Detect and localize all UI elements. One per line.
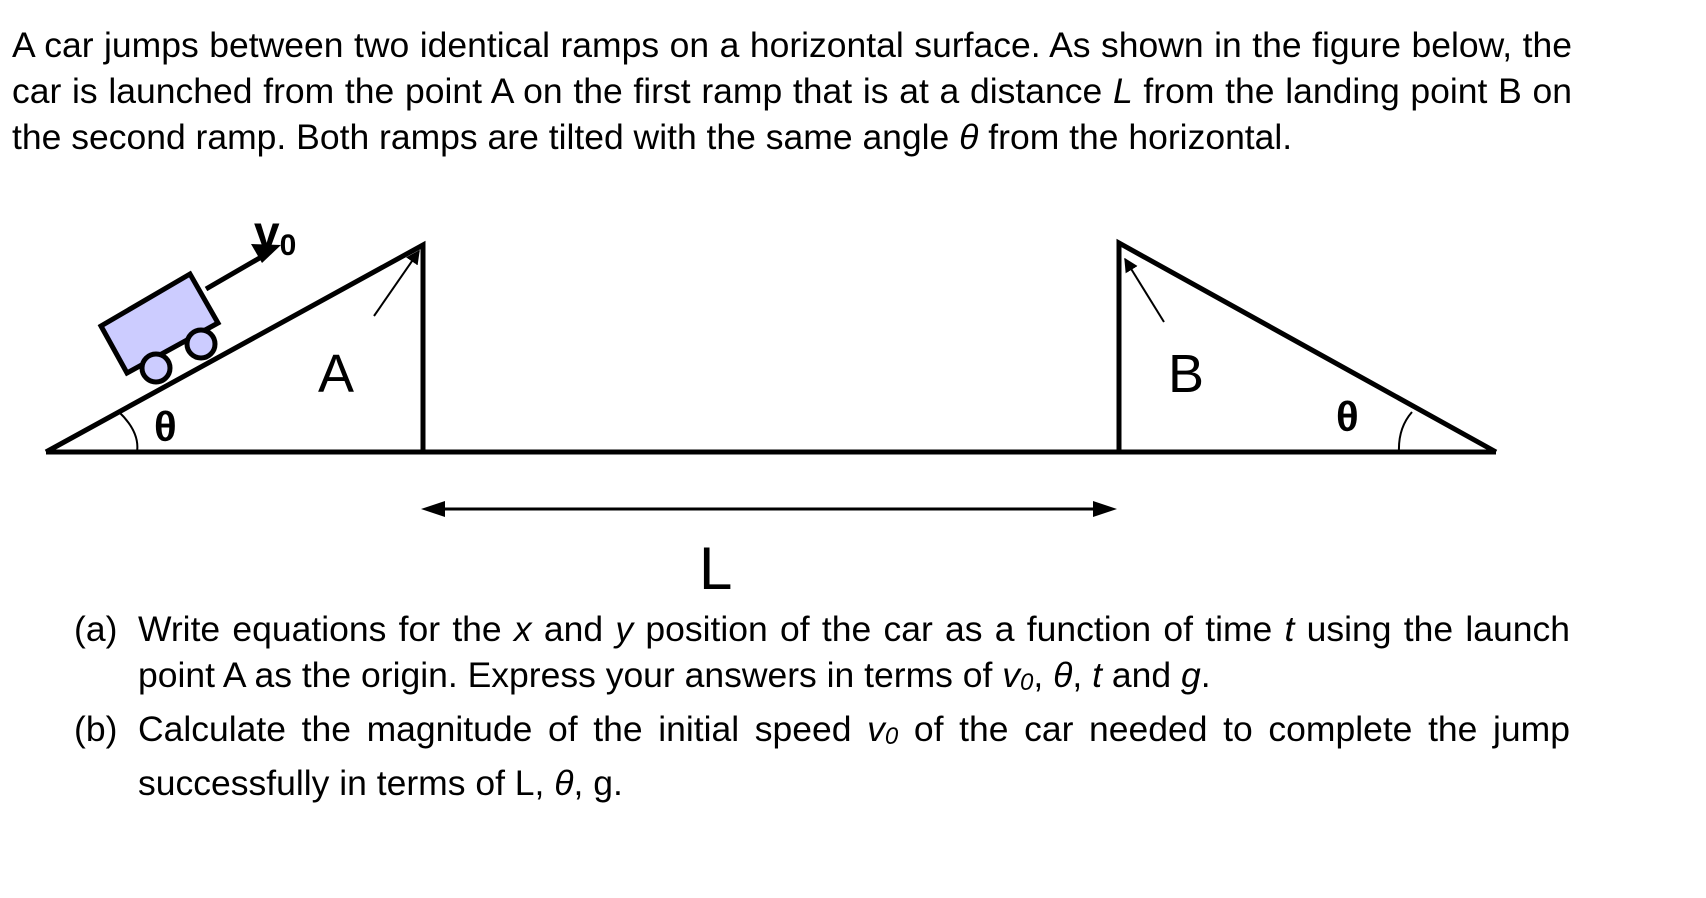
angle-left-label: θ (154, 403, 177, 450)
question-list (74, 606, 1570, 806)
angle-variable: θ (959, 117, 979, 157)
intro-text-1: A car jumps between two identical ramps on a horizontal surface. As shown in the figure below, the car is launched from the point A on the first ramp that is at a distance (12, 25, 1572, 111)
distance-arrowhead-right (1093, 501, 1117, 517)
question-a-text: Write equations for the x and y position of the car as a function of time t using the launch point A as the origin. Express your answers in terms of v0, θ, t and g. (138, 609, 1570, 696)
point-b-label: B (1168, 344, 1205, 404)
car-wheel-front (187, 330, 215, 358)
question-b (74, 706, 1570, 806)
angle-arc-right (1399, 412, 1412, 452)
question-a (74, 606, 1570, 706)
intro-text-2: from the landing point B on the second ramp. Both ramps are tilted with the same angle (12, 71, 1572, 157)
distance-label: L (699, 535, 733, 602)
velocity-label: v0 (254, 206, 297, 262)
angle-arc-left (119, 412, 137, 452)
distance-variable: L (1112, 71, 1133, 111)
question-b-text: Calculate the magnitude of the initial speed v0 of the car needed to complete the jump successfully in terms of L, θ, g. (138, 709, 1570, 803)
velocity-subscript: 0 (279, 229, 297, 262)
ramp-left (46, 245, 423, 452)
point-a-label: A (318, 344, 355, 404)
pointer-arrow-b (1125, 259, 1164, 322)
angle-right-label: θ (1336, 393, 1359, 440)
question-b-label: (b) (74, 709, 118, 749)
intro-text-3: from the horizontal. (978, 117, 1293, 157)
car-wheel-rear (142, 354, 170, 382)
question-a-label: (a) (74, 609, 118, 649)
distance-arrowhead-left (421, 501, 445, 517)
